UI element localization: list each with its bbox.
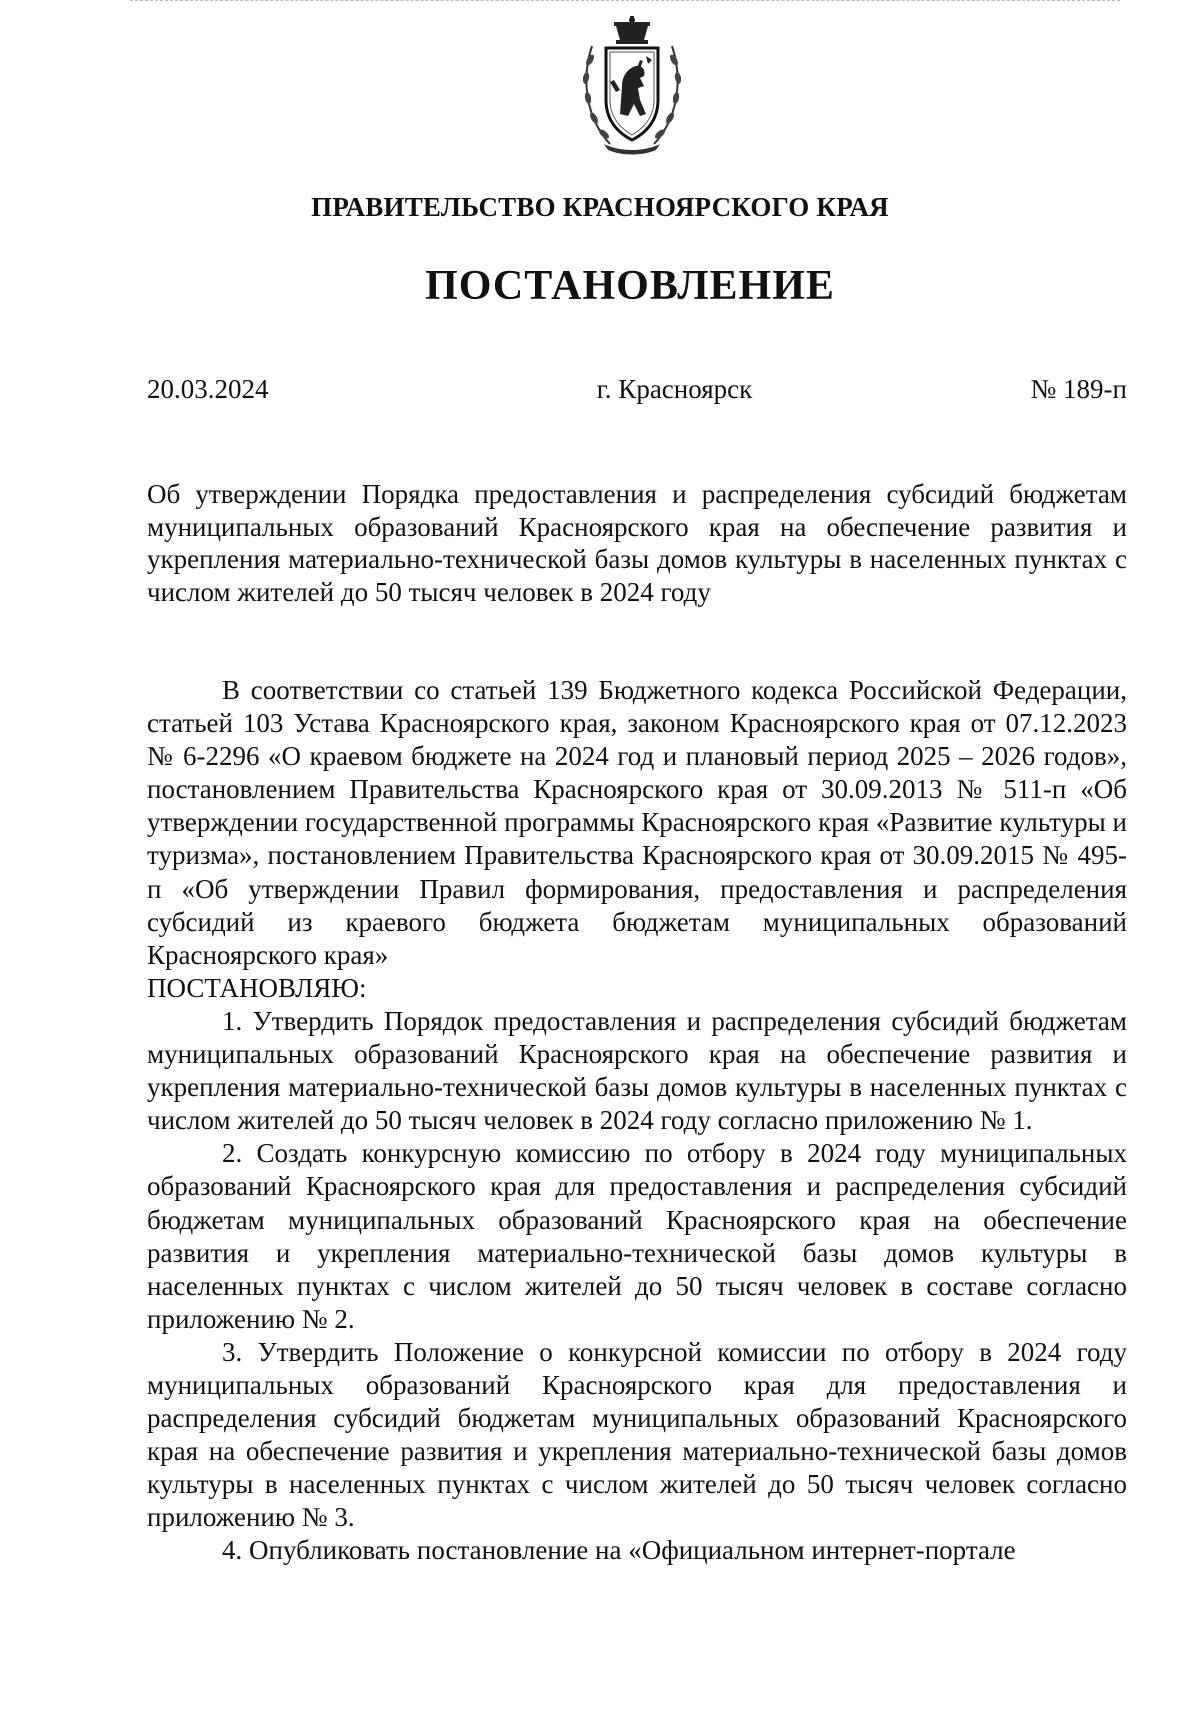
document-date: 20.03.2024 [147, 374, 269, 404]
document-city: г. Красноярск [596, 374, 753, 404]
decree-item: 3. Утвердить Положение о конкурсной комиссии по отбору в 2024 году муниципальных образований Красноярского края для предоставления и распределения субсидий бюджетам муниципальных образований Красноярского края на обеспечение развития и укрепления материально-технической базы домов культуры в населенных пунктах с числом жителей до 50 тысяч человек согласно приложению № 3. [147, 1336, 1127, 1533]
decree-item: 2. Создать конкурсную комиссию по отбору в 2024 году муниципальных образований Красноярского края для предоставления и распределения субсидий бюджетам муниципальных образований Красноярского края на обеспечение развития и укрепления материально-технической базы домов культуры в населенных пунктах с числом жителей до 50 тысяч человек в составе согласно приложению № 2. [147, 1138, 1127, 1334]
preamble-paragraph: В соответствии со статьей 139 Бюджетного кодекса Российской Федерации, статьей 103 Устава Красноярского края, законом Красноярского края от 07.12.2023 № 6-2296 «О краевом бюджете на 2024 год и плановый период 2025 – 2026 годов», постановлением Правительства Красноярского края от 30.09.2013 № 511-п «Об утверждении государственной программы Красноярского края «Развитие культуры и туризма», постановлением Правительства Красноярского края от 30.09.2015 № 495-п «Об утверждении Правил формирования, предоставления и распределения субсидий из краевого бюджета бюджетам муниципальных образований Красноярского края» [147, 675, 1127, 970]
coat-of-arms-icon [576, 16, 688, 156]
decree-item: 1. Утвердить Порядок предоставления и распределения субсидий бюджетам муниципальных образований Красноярского края на обеспечение развития и укрепления материально-технической базы домов культуры в населенных пунктах с числом жителей до 50 тысяч человек в 2024 году согласно приложению № 1. [147, 1005, 1127, 1136]
document-meta-row [147, 374, 1127, 405]
decree-item: 4. Опубликовать постановление на «Официальном интернет-портале [222, 1535, 1016, 1566]
government-title: ПРАВИТЕЛЬСТВО КРАСНОЯРСКОГО КРАЯ [311, 192, 889, 222]
document-type-heading: ПОСТАНОВЛЕНИЕ [425, 263, 835, 309]
decree-word: ПОСТАНОВЛЯЮ: [147, 972, 367, 1003]
document-number: № 189-п [1030, 374, 1127, 404]
scan-edge-line [130, 0, 1120, 2]
document-body [147, 674, 1127, 1568]
document-subject: Об утверждении Порядка предоставления и распределения субсидий бюджетам муниципальных образований Красноярского края на обеспечение развития и укрепления материально-технической базы домов культуры в населенных пунктах с числом жителей до 50 тысяч человек в 2024 году [147, 479, 1127, 607]
